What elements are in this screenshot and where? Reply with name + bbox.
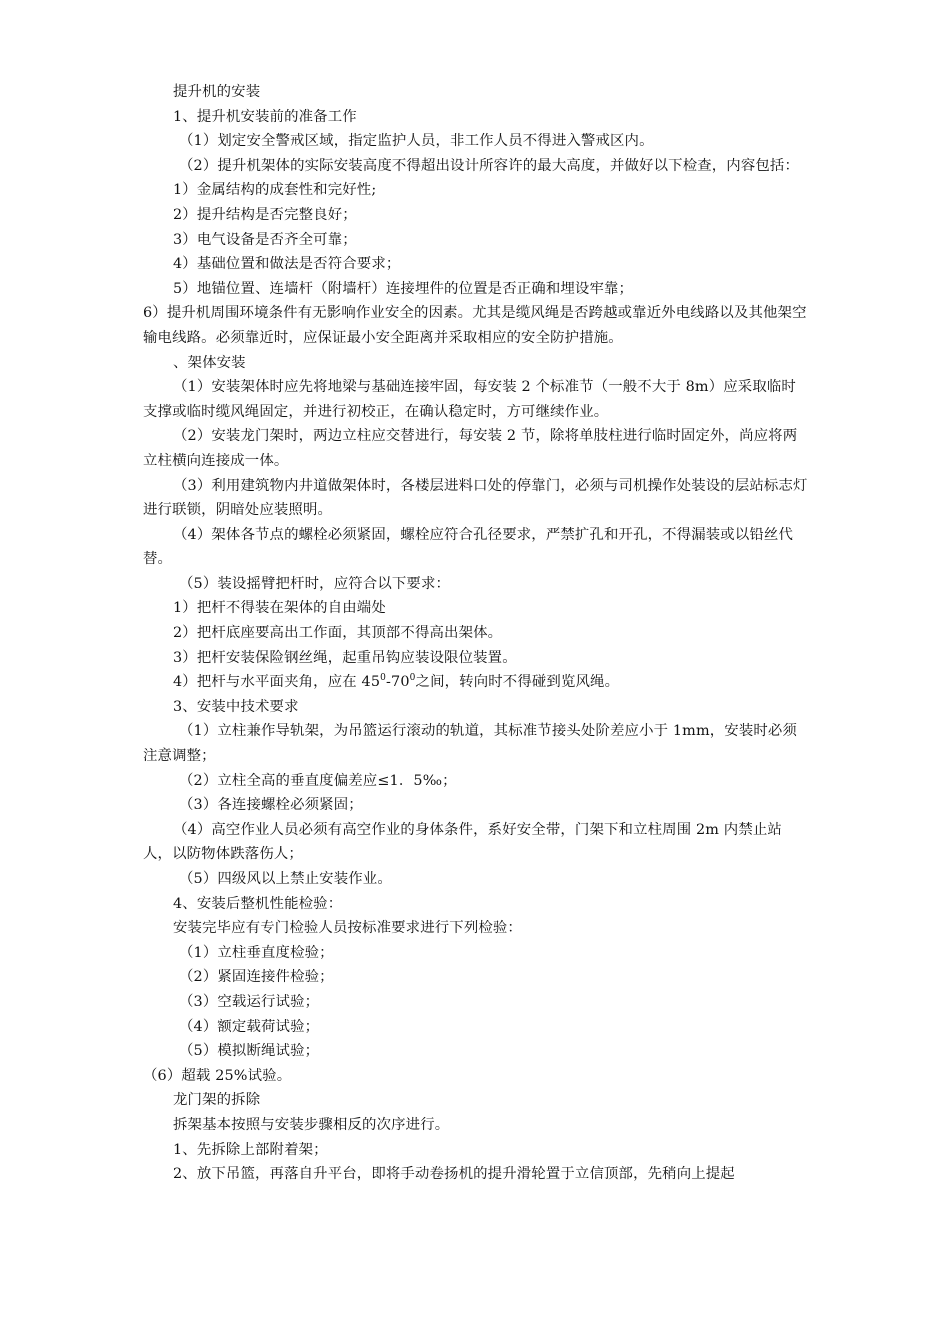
document-body [143, 80, 809, 1187]
list-item: 1、先拆除上部附着架； [173, 1141, 328, 1158]
paragraph: （1）划定安全警戒区域，指定监护人员，非工作人员不得进入警戒区内。 [179, 133, 654, 150]
paragraph: （1）安装架体时应先将地梁与基础连接牢固，每安装 2 个标准节（一般不大于 8m）应采取临时支撑或临时缆风绳固定，并进行初校正，在确认稳定时，方可继续作业。 [143, 379, 796, 420]
paragraph: （5）装设摇臂把杆时，应符合以下要求： [179, 575, 451, 592]
paragraph: （2）安装龙门架时，两边立柱应交替进行，每安装 2 节，除将单肢柱进行临时固定外，尚应将两立柱横向连接成一体。 [143, 428, 798, 469]
section-heading: 龙门架的拆除 [173, 1092, 261, 1109]
superscript: 0 [409, 673, 416, 684]
list-item: （2）紧固连接件检验； [179, 969, 334, 986]
paragraph: 拆架基本按照与安装步骤相反的次序进行。 [173, 1116, 450, 1133]
text-run: -70 [386, 674, 410, 691]
list-item: 1）把杆不得装在架体的自由端处 [173, 600, 386, 617]
paragraph: （4）高空作业人员必须有高空作业的身体条件，系好安全带，门架下和立柱周围 2m 内禁止站人，以防物体跌落伤人； [143, 821, 782, 863]
paragraph: 安装完毕应有专门检验人员按标准要求进行下列检验： [173, 920, 522, 937]
list-item: 4）基础位置和做法是否符合要求； [173, 256, 401, 273]
list-item: 2）把杆底座要高出工作面，其顶部不得高出架体。 [173, 625, 503, 642]
paragraph: （1）立柱兼作导轨架，为吊篮运行滚动的轨道，其标准节接头处阶差应小于 1mm，安装时必须注意调整； [143, 723, 798, 765]
list-item: （6）超载 25%试验。 [143, 1067, 292, 1084]
list-item: （1）立柱垂直度检验； [179, 944, 334, 961]
list-item: 2、放下吊篮，再落自升平台，即将手动卷扬机的提升滑轮置于立信顶部，先稍向上提起 [173, 1166, 735, 1183]
paragraph: （3）各连接螺栓必须紧固； [179, 797, 363, 814]
list-item: 1）金属结构的成套性和完好性; [173, 182, 377, 199]
section-heading: 1、提升机安装前的准备工作 [173, 108, 357, 125]
list-item: （3）空载运行试验； [179, 993, 320, 1010]
text-run: 4）把杆与水平面夹角，应在 45 [173, 674, 381, 691]
paragraph: （5）四级风以上禁止安装作业。 [179, 871, 392, 887]
list-item: 6）提升机周围环境条件有无影响作业安全的因素。尤其是缆风绳是否跨越或靠近外电线路以及其他架空输电线路。必须靠近时，应保证最小安全距离并采取相应的安全防护措施。 [143, 305, 807, 346]
text-run: 之间，转向时不得碰到览风绳。 [415, 674, 620, 691]
list-item: 3）把杆安装保险钢丝绳，起重吊钩应装设限位装置。 [173, 649, 517, 666]
list-item: 3）电气设备是否齐全可靠； [173, 231, 357, 248]
section-heading: 3、安装中技术要求 [173, 698, 299, 715]
section-heading: 4、安装后整机性能检验： [173, 895, 343, 912]
list-item: 5）地锚位置、连墙杆（附墙杆）连接埋件的位置是否正确和埋设牢靠； [173, 280, 634, 297]
paragraph: （3）利用建筑物内井道做架体时，各楼层进料口处的停靠门，必须与司机操作处装设的层站标志灯进行联锁，阴暗处应装照明。 [143, 477, 808, 519]
paragraph: （2）立柱全高的垂直度偏差应≤1．5‰； [179, 772, 457, 789]
list-item: （5）模拟断绳试验； [179, 1043, 320, 1060]
paragraph: （4）架体各节点的螺栓必须紧固，螺栓应符合孔径要求，严禁扩孔和开孔，不得漏装或以铅丝代替。 [143, 526, 794, 568]
list-item: 2）提升结构是否完整良好； [173, 206, 357, 223]
paragraph: （2）提升机架体的实际安装高度不得超出设计所容许的最大高度，并做好以下检查，内容包括： [179, 157, 800, 174]
section-heading: 、架体安装 [173, 354, 246, 371]
list-item: （4）额定载荷试验； [179, 1018, 320, 1035]
superscript: 0 [380, 673, 387, 684]
list-item [143, 670, 809, 695]
document-title: 提升机的安装 [173, 84, 261, 100]
